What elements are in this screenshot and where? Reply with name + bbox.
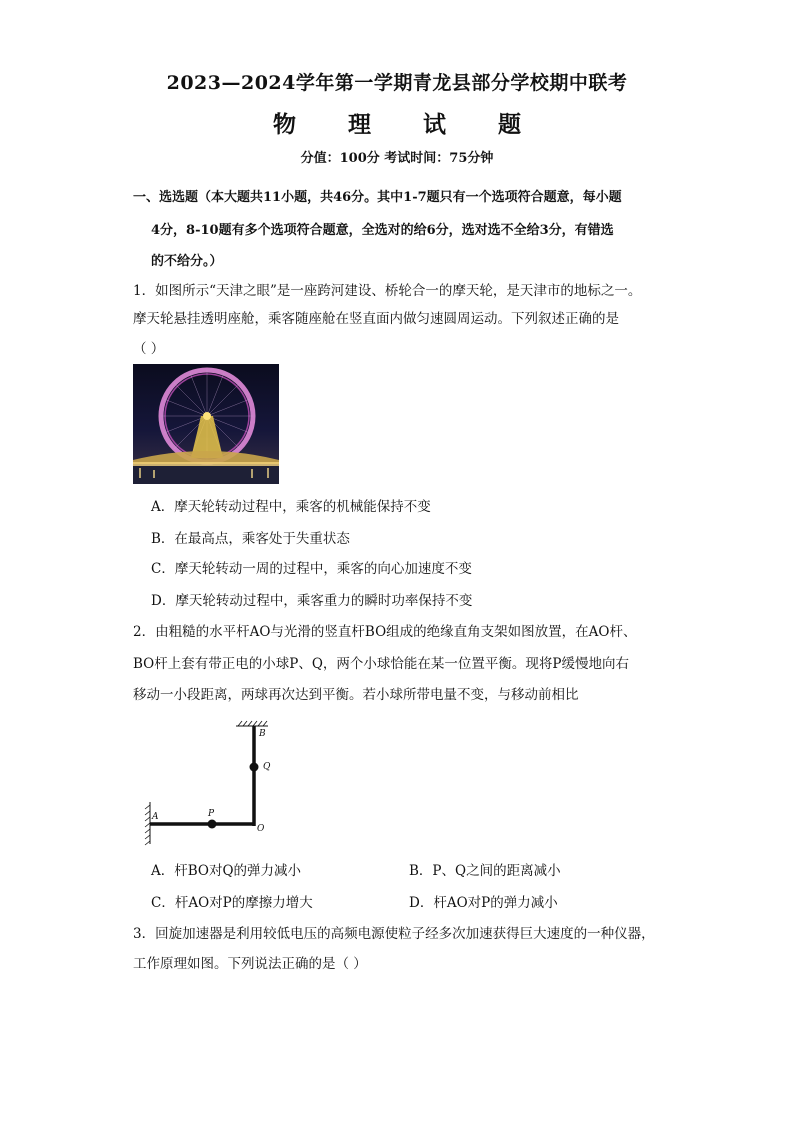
q3-stem-line1: 3．回旋加速器是利用较低电压的高频电源使粒子经多次加速获得巨大速度的一种仪器， — [133, 926, 655, 942]
rod-diagram — [138, 718, 278, 848]
q2-stem-line1: 2．由粗糙的水平杆AO与光滑的竖直杆BO组成的绝缘直角支架如图放置，在AO杆、 — [133, 624, 637, 640]
q2-option-c: C．杆AO对P的摩擦力增大 — [151, 895, 313, 911]
label-q: Q — [263, 762, 271, 772]
subject-title: 物 理 试 题 — [272, 111, 544, 138]
q2-stem-line3: 移动一小段距离，两球再次达到平衡。若小球所带电量不变，与移动前相比 — [133, 687, 579, 703]
label-p: P — [208, 809, 215, 819]
ceiling-hatch — [238, 721, 267, 726]
exam-meta: 分值：100分 考试时间：75分钟 — [300, 151, 494, 166]
ball-q — [250, 763, 259, 772]
q1-stem-line2: 摩天轮悬挂透明座舱，乘客随座舱在竖直面内做匀速圆周运动。下列叙述正确的是 — [133, 311, 619, 327]
q3-stem-line2: 工作原理如图。下列说法正确的是（ ） — [133, 956, 367, 972]
label-o: O — [257, 824, 265, 834]
section-instructions-line3: 的不给分。） — [151, 254, 223, 269]
wall-hatch — [145, 805, 150, 845]
q1-stem-line1: 1．如图所示“天津之眼”是一座跨河建设、桥轮合一的摩天轮，是天津市的地标之一。 — [133, 283, 642, 299]
q1-option-a: A．摩天轮转动过程中，乘客的机械能保持不变 — [151, 499, 431, 515]
q1-option-c: C．摩天轮转动一周的过程中，乘客的向心加速度不变 — [151, 561, 472, 577]
q1-option-d: D．摩天轮转动过程中，乘客重力的瞬时功率保持不变 — [151, 593, 473, 609]
q2-option-a: A．杆BO对Q的弹力减小 — [151, 863, 302, 879]
exam-title: 2023—2024学年第一学期青龙县部分学校期中联考 — [166, 72, 628, 94]
q1-stem-line3: （ ） — [133, 341, 165, 357]
q2-option-b: B．P、Q之间的距离减小 — [409, 863, 561, 879]
section-instructions-line1: 一、选选题（本大题共11小题，共46分。其中1-7题只有一个选项符合题意，每小题 — [133, 190, 622, 205]
q2-stem-line2: BO杆上套有带正电的小球P、Q，两个小球恰能在某一位置平衡。现将P缓慢地向右 — [133, 656, 629, 672]
ball-p — [208, 820, 217, 829]
section-instructions-line2: 4分，8-10题有多个选项符合题意，全选对的给6分，选对选不全给3分，有错选 — [151, 223, 614, 238]
ferris-wheel-photo — [133, 364, 279, 484]
label-a: A — [152, 812, 159, 822]
label-b: B — [259, 729, 266, 739]
q2-option-d: D．杆AO对P的弹力减小 — [409, 895, 558, 911]
q1-option-b: B．在最高点，乘客处于失重状态 — [151, 531, 350, 547]
